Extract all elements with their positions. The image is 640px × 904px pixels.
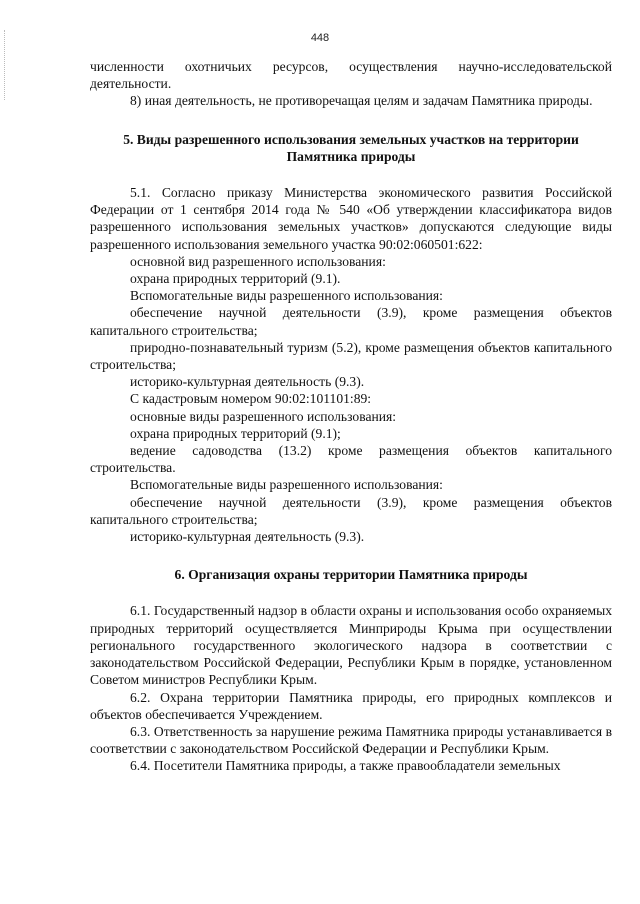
paragraph: обеспечение научной деятельности (3.9), кроме размещения объектов капитального строительства; [90,305,612,338]
list-line: основной вид разрешенного использования: [130,253,386,269]
list-line: С кадастровым номером 90:02:101101:89: [130,391,372,407]
list-line: Вспомогательные виды разрешенного использования: [130,288,443,304]
section-heading-5: 5. Виды разрешенного использования земельных участков на территории Памятника природы [123,131,579,164]
section-heading-6: 6. Организация охраны территории Памятника природы [174,567,528,583]
paragraph: численности охотничьих ресурсов, осуществления научно-исследовательской деятельности. [90,59,612,92]
paragraph: обеспечение научной деятельности (3.9), кроме размещения объектов капитального строительства; [90,494,612,527]
list-line: историко-культурная деятельность (9.3). [130,374,365,390]
paragraph: 8) иная деятельность, не противоречащая целям и задачам Памятника природы. [130,93,593,109]
paragraph: 6.1. Государственный надзор в области охраны и использования особо охраняемых природных территорий осуществляется Минприроды Крыма при осуществлении регионального государственного экологического надзора в соответствии с законодательством Российской Федерации, Республики Крым в порядке, установленном Советом министров Республики Крым. [90,603,612,688]
paragraph: ведение садоводства (13.2) кроме размещения объектов капитального строительства. [90,443,612,476]
paragraph: 6.4. Посетители Памятника природы, а также правообладатели земельных [130,758,561,774]
paragraph: 6.2. Охрана территории Памятника природы, его природных комплексов и объектов обеспечивается Учреждением. [90,689,612,722]
page-number: 448 [310,32,330,44]
list-line: охрана природных территорий (9.1); [130,425,341,441]
list-line: основные виды разрешенного использования: [130,408,397,424]
list-line: Вспомогательные виды разрешенного использования: [130,477,443,493]
paragraph: природно-познавательный туризм (5.2), кроме размещения объектов капитального строительства; [90,339,612,373]
list-line: охрана природных территорий (9.1). [130,271,341,287]
document-body [90,58,612,775]
paragraph: 6.3. Ответственность за нарушение режима Памятника природы устанавливается в соответствии с законодательством Российской Федерации и Республики Крым. [90,723,612,757]
paragraph: 5.1. Согласно приказу Министерства экономического развития Российской Федерации от 1 сентября 2014 года № 540 «Об утверждении классификатора видов разрешенного использования земельных участков» допускаются следующие виды разрешенного использования земельного участка 90:02:060501:622: [90,185,612,252]
list-line: историко-культурная деятельность (9.3). [130,529,365,545]
